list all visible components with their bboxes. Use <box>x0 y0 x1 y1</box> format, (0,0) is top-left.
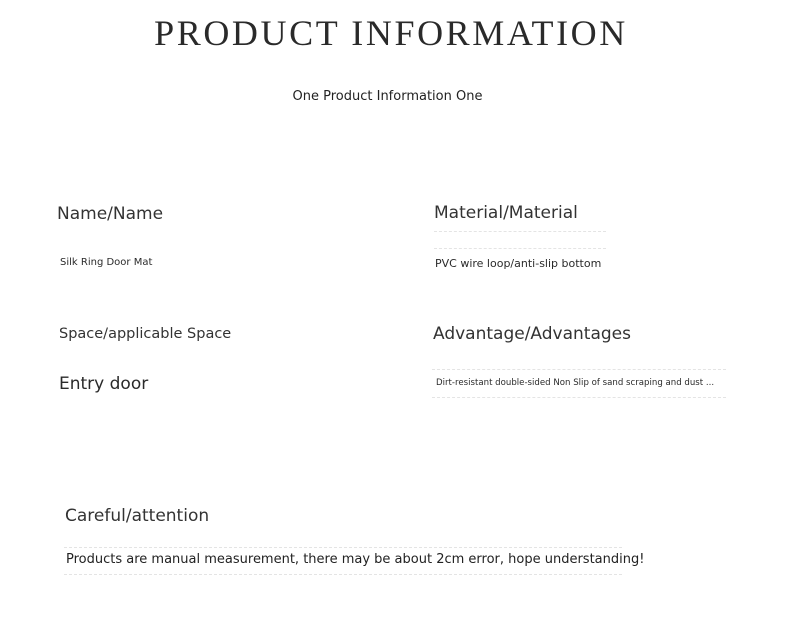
space-label: Space/applicable Space <box>59 326 232 342</box>
advantage-bottom-divider <box>432 397 726 398</box>
page-subtitle: One Product Information One <box>292 89 483 104</box>
material-label: Material/Material <box>434 203 578 223</box>
attention-label: Careful/attention <box>65 506 210 526</box>
attention-bottom-divider <box>64 574 622 575</box>
name-value: Silk Ring Door Mat <box>60 257 153 268</box>
attention-text: Products are manual measurement, there may be about 2cm error, hope understanding! <box>66 552 645 567</box>
space-value: Entry door <box>59 374 149 394</box>
name-label: Name/Name <box>57 204 164 224</box>
material-divider <box>434 231 606 232</box>
page-title: PRODUCT INFORMATION <box>154 13 628 53</box>
advantage-label: Advantage/Advantages <box>433 324 631 344</box>
advantage-top-divider <box>432 369 726 370</box>
attention-top-divider <box>64 547 622 548</box>
advantage-value: Dirt-resistant double-sided Non Slip of sand scraping and dust ... <box>436 378 715 388</box>
material-value-divider <box>434 248 606 249</box>
material-value: PVC wire loop/anti-slip bottom <box>435 257 602 270</box>
